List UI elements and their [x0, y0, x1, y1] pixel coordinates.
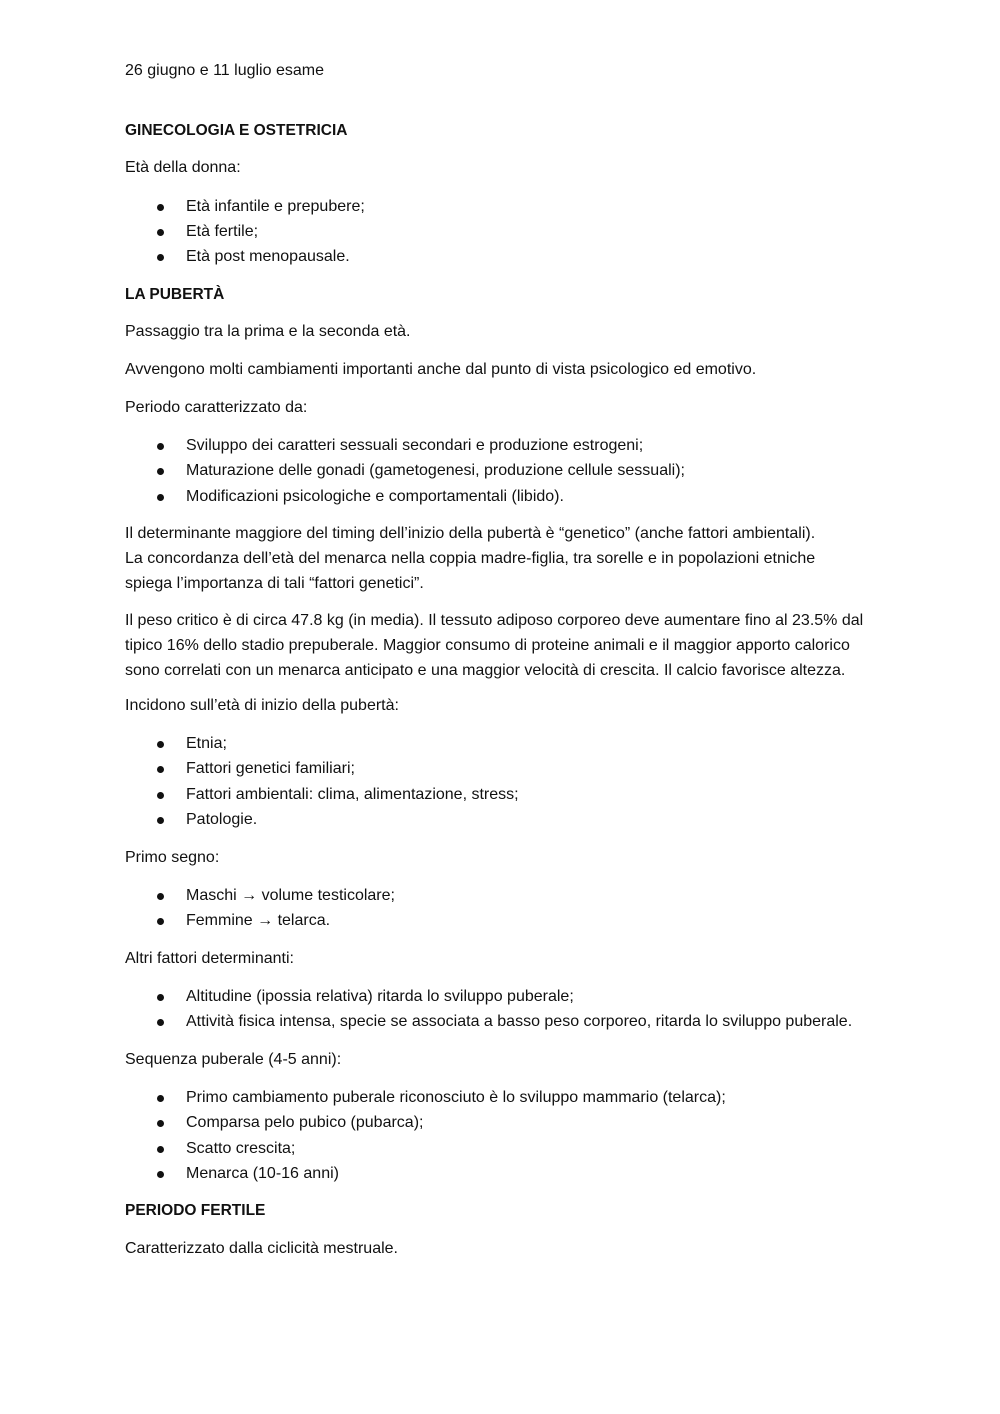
bullet-icon	[157, 494, 164, 501]
heading-ginecologia: GINECOLOGIA E OSTETRICIA	[125, 122, 348, 139]
bullet-icon	[157, 918, 164, 925]
bullet-icon	[157, 766, 164, 773]
paragraph-line: La concordanza dell’età del menarca nella coppia madre-figlia, tra sorelle e in popolazioni etniche	[125, 550, 816, 567]
list-item: Patologie.	[186, 811, 258, 828]
sequenza-intro: Sequenza puberale (4-5 anni):	[125, 1051, 342, 1068]
header-line: 26 giugno e 11 luglio esame	[125, 62, 324, 79]
paragraph-line: sono correlati con un menarca anticipato e una maggior velocità di crescita. Il calcio favorisce altezza.	[125, 662, 846, 679]
incidono-intro: Incidono sull’età di inizio della pubertà:	[125, 697, 399, 714]
paragraph: Periodo caratterizzato da:	[125, 399, 308, 416]
list-item: Età infantile e prepubere;	[186, 198, 365, 215]
list-item: Fattori genetici familiari;	[186, 760, 355, 777]
bullet-icon	[157, 1019, 164, 1026]
paragraph-genetico	[125, 521, 925, 596]
paragraph-line: Il determinante maggiore del timing dell’inizio della pubertà è “genetico” (anche fattori ambientali).	[125, 525, 816, 542]
bullet-icon	[157, 893, 164, 900]
bullet-icon	[157, 468, 164, 475]
list-item: Maschi → volume testicolare;	[186, 887, 395, 904]
bullet-icon	[157, 204, 164, 211]
list-item: Età post menopausale.	[186, 248, 350, 265]
eta-intro: Età della donna:	[125, 159, 241, 176]
bullet-icon	[157, 443, 164, 450]
list-item: Scatto crescita;	[186, 1140, 296, 1157]
list-item: Maturazione delle gonadi (gametogenesi, produzione cellule sessuali);	[186, 462, 685, 479]
list-item: Sviluppo dei caratteri sessuali secondari e produzione estrogeni;	[186, 437, 644, 454]
list-item: Comparsa pelo pubico (pubarca);	[186, 1114, 424, 1131]
heading-puberta: LA PUBERTÀ	[125, 286, 225, 303]
list-item: Età fertile;	[186, 223, 259, 240]
bullet-icon	[157, 792, 164, 799]
bullet-icon	[157, 1120, 164, 1127]
paragraph-peso	[125, 608, 925, 683]
list-item: Primo cambiamento puberale riconosciuto è lo sviluppo mammario (telarca);	[186, 1089, 726, 1106]
paragraph-line: tipico 16% dello stadio prepuberale. Maggior consumo di proteine animali e il maggior apporto calorico	[125, 637, 850, 654]
bullet-icon	[157, 1095, 164, 1102]
bullet-icon	[157, 1146, 164, 1153]
altri-intro: Altri fattori determinanti:	[125, 950, 294, 967]
list-item: Modificazioni psicologiche e comportamentali (libido).	[186, 488, 564, 505]
bullet-icon	[157, 254, 164, 261]
bullet-icon	[157, 817, 164, 824]
bullet-icon	[157, 741, 164, 748]
bullet-icon	[157, 994, 164, 1001]
paragraph: Avvengono molti cambiamenti importanti anche dal punto di vista psicologico ed emotivo.	[125, 361, 757, 378]
paragraph: Caratterizzato dalla ciclicità mestruale.	[125, 1240, 398, 1257]
bullet-icon	[157, 1171, 164, 1178]
primo-intro: Primo segno:	[125, 849, 220, 866]
paragraph-line: Il peso critico è di circa 47.8 kg (in media). Il tessuto adiposo corporeo deve aumentare fino al 23.5% dal	[125, 612, 864, 629]
list-item: Attività fisica intensa, specie se associata a basso peso corporeo, ritarda lo sviluppo puberale.	[186, 1013, 853, 1030]
list-item: Altitudine (ipossia relativa) ritarda lo sviluppo puberale;	[186, 988, 574, 1005]
bullet-icon	[157, 229, 164, 236]
paragraph-line: spiega l’importanza di tali “fattori genetici”.	[125, 575, 424, 592]
paragraph: Passaggio tra la prima e la seconda età.	[125, 323, 411, 340]
list-item: Femmine → telarca.	[186, 912, 331, 929]
heading-periodo-fertile: PERIODO FERTILE	[125, 1202, 266, 1219]
list-item: Etnia;	[186, 735, 227, 752]
list-item: Menarca (10-16 anni)	[186, 1165, 339, 1182]
list-item: Fattori ambientali: clima, alimentazione, stress;	[186, 786, 519, 803]
